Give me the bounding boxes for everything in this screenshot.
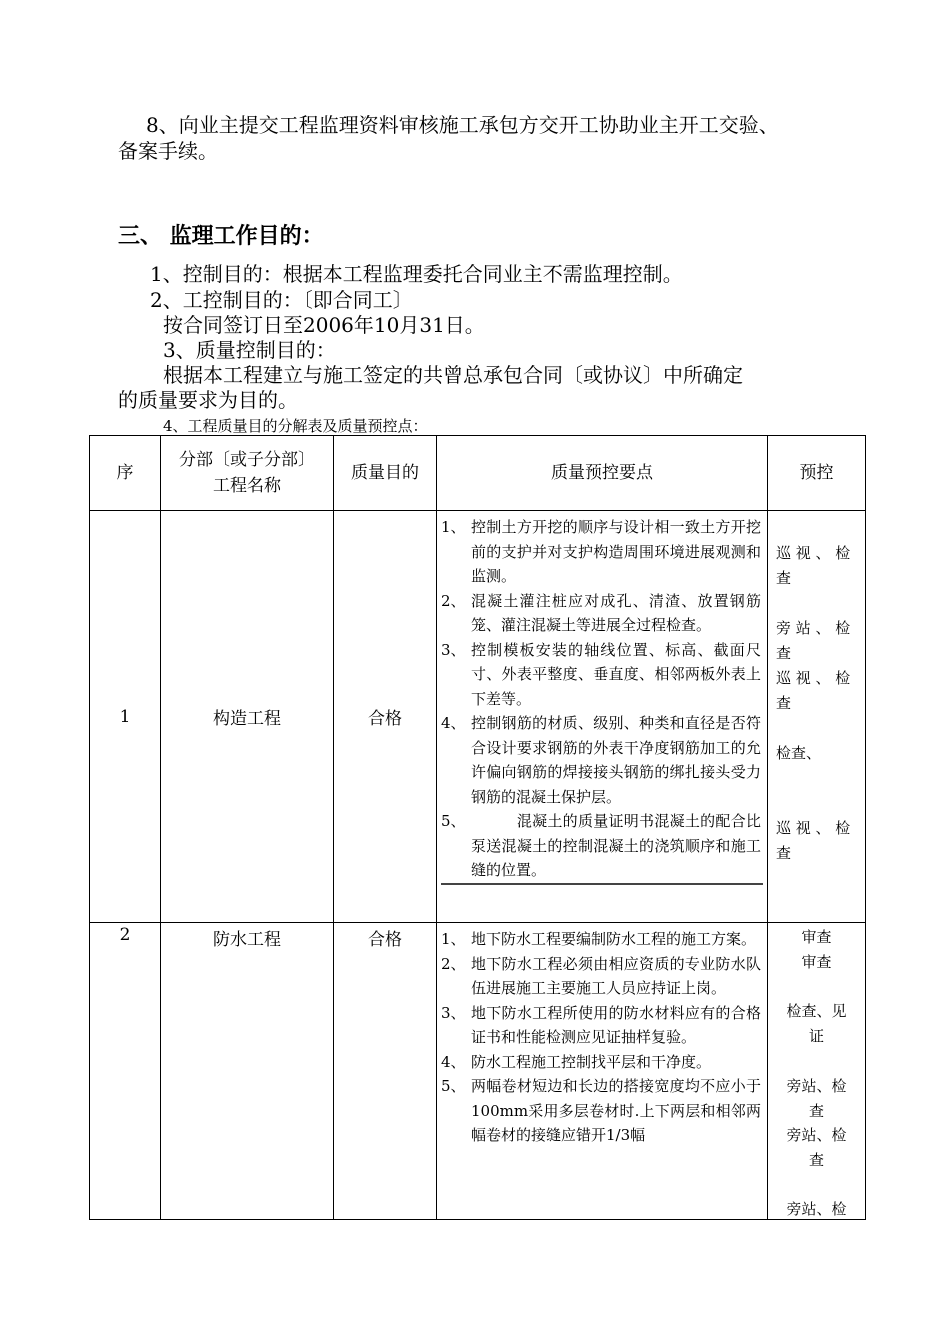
list-item: 1、 控制土方开挖的顺序与设计相一致土方开挖前的支护并对支护构造周围环境进展观测和监测。 [441,518,761,585]
row2-name: 防水工程 [161,923,334,1220]
list-item: 3、 控制模板安装的轴线位置、标高、截面尺寸、外表平整度、垂直度、相邻两板外表上下差等。 [441,640,761,708]
paragraph-2: 2、工控制目的：〔即合同工〕 [150,288,413,312]
list-item: 2、 混凝土灌注桩应对成孔、清渣、放置钢筋笼、灌注混凝土等进展全过程检查。 [441,591,761,634]
list-item: 5、 混凝土的质量证明书混凝土的配合比泵送混凝土的控制混凝土的浇筑顺序和施工缝的位置。 [441,812,761,879]
row2-quality: 合格 [334,923,437,1220]
table-row [90,923,866,1220]
row2-seq: 2 [90,923,161,1220]
quality-table [89,435,866,1220]
row1-precontrol: 巡 视 、 检 查 旁 站 、 检 查 巡 视 、 检 查 检查、 巡 视 、 检 查 [768,511,866,923]
divider [441,883,763,885]
list-item: 3、 地下防水工程所使用的防水材料应有的合格证书和性能检测应见证抽样复验。 [441,1003,761,1046]
paragraph-3b: 的质量要求为目的。 [118,388,298,412]
row1-quality: 合格 [334,511,437,923]
row2-precontrol: 审查 审查 检查、见 证 旁站、检 查 旁站、检 查 旁站、检 [768,923,866,1220]
section-heading: 三、 监理工作目的： [118,224,324,249]
paragraph-2b: 按合同签订日至2006年10月31日。 [163,313,485,337]
row2-points [437,923,768,1220]
list-item: 2、 地下防水工程必须由相应资质的专业防水队伍进展施工主要施工人员应持证上岗。 [441,954,761,997]
item8-line2: 备案手续。 [118,139,218,163]
paragraph-4: 4、工程质量目的分解表及质量预控点： [163,417,428,435]
table-header-row [90,436,866,511]
header-part-line1: 分部〔或子分部〕 [179,450,315,470]
header-seq: 序 [90,436,161,511]
header-part [161,436,334,511]
row1-name: 构造工程 [161,511,334,923]
list-item: 5、 两幅卷材短边和长边的搭接宽度均不应小于100mm采用多层卷材时.上下两层和相邻两幅卷材的接缝应错开1/3幅 [441,1077,761,1144]
header-precontrol: 预控 [768,436,866,511]
paragraph-1: 1、控制目的：根据本工程监理委托合同业主不需监理控制。 [150,262,683,286]
header-quality: 质量目的 [334,436,437,511]
paragraph-3a: 根据本工程建立与施工签定的共曾总承包合同〔或协议〕中所确定 [163,363,743,387]
table-row [90,511,866,923]
paragraph-3: 3、质量控制目的： [163,338,336,362]
row1-points [437,511,768,923]
header-points: 质量预控要点 [437,436,768,511]
list-item: 4、 防水工程施工控制找平层和干净度。 [441,1052,712,1071]
list-item: 1、 地下防水工程要编制防水工程的施工方案。 [441,930,757,948]
item8-line1: 8、向业主提交工程监理资料审核施工承包方交开工协助业主开工交验、 [146,113,779,137]
list-item: 4、 控制钢筋的材质、级别、种类和直径是否符合设计要求钢筋的外表干净度钢筋加工的允许偏向钢筋的焊接接头钢筋的绑扎接头受力钢筋的混凝土保护层。 [441,714,761,806]
header-part-line2: 工程名称 [213,476,281,496]
row1-seq: 1 [90,511,161,923]
